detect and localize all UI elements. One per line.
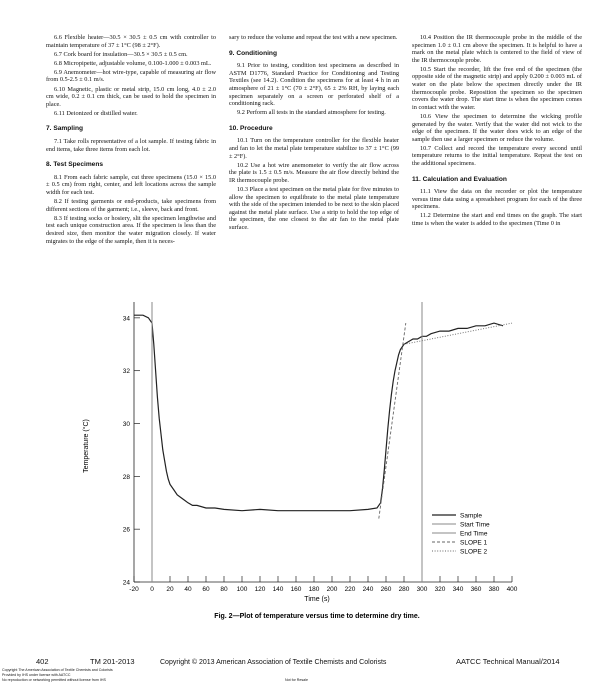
legend-label-start-time: Start Time bbox=[460, 521, 490, 529]
paragraph-8-3-continued: sary to reduce the volume and repeat the test with a new specimen. bbox=[229, 34, 398, 41]
x-tick-label: 260 bbox=[380, 586, 392, 593]
paragraph-10-6: 10.6 View the specimen to determine the wicking profile generated by the water. Verify that the water did not wick to the edge of the specimen. If the water does wick to an edge of the sample then use a larger specimen or reduce the volume. bbox=[412, 112, 582, 143]
heading-test-specimens: 8. Test Specimens bbox=[46, 161, 104, 169]
x-tick-label: 40 bbox=[184, 586, 192, 593]
heading-calculation: 11. Calculation and Evaluation bbox=[412, 175, 507, 183]
paragraph-6-9: 6.9 Anemometer—hot wire-type, capable of measuring air flow from 0.5-2.5 ± 0.1 m/s. bbox=[46, 68, 216, 84]
heading-conditioning: 9. Conditioning bbox=[229, 49, 277, 57]
page-number: 402 bbox=[36, 657, 49, 666]
x-tick-label: 360 bbox=[470, 586, 482, 593]
paragraph-10-1: 10.1 Turn on the temperature controller for the flexible heater and fan to let the metal plate temperature stabilize to 37 ± 1°C (99 ± 2°F). bbox=[229, 137, 399, 160]
x-tick-label: 380 bbox=[488, 586, 500, 593]
paragraph-10-7: 10.7 Collect and record the temperature every second until temperature returns to the initial temperature. Repeat the test on the additional specimens. bbox=[412, 144, 582, 167]
x-tick-label: 100 bbox=[236, 586, 248, 593]
test-method-number: TM 201-2013 bbox=[90, 657, 135, 666]
paragraph-6-11: 6.11 Deionized or distilled water. bbox=[54, 109, 138, 117]
x-tick-label: 240 bbox=[362, 586, 374, 593]
y-tick-label: 26 bbox=[122, 526, 130, 534]
text-column-left bbox=[46, 34, 216, 247]
x-tick-label: 300 bbox=[416, 586, 428, 593]
manual-title: AATCC Technical Manual/2014 bbox=[456, 657, 560, 666]
paragraph-8-1: 8.1 From each fabric sample, cut three specimens (15.0 × 15.0 ± 0.5 cm) from right, center, and left locations across the sample width for each test. bbox=[46, 173, 216, 196]
paragraph-6-10: 6.10 Magnetic, plastic or metal strip, 15.0 cm long, 4.0 ± 2.0 cm wide, 0.2 ± 0.1 cm thick, can be used to hold the specimen in place. bbox=[46, 85, 216, 108]
x-tick-label: 200 bbox=[326, 586, 338, 593]
paragraph-7-1: 7.1 Take rolls representative of a lot sample. If testing fabric in end items, take three items from each lot. bbox=[46, 138, 216, 153]
y-tick-label: 34 bbox=[122, 315, 130, 323]
paragraph-8-2: 8.2 If testing garments or end-products, take specimens from different sections of the garment; i.e., sleeve, back and front. bbox=[46, 198, 216, 213]
paragraph-9-2: 9.2 Perform all tests in the standard atmosphere for testing. bbox=[237, 109, 386, 117]
x-tick-label: 20 bbox=[166, 586, 174, 593]
text-column-middle bbox=[229, 34, 399, 233]
paragraph-6-7: 6.7 Cork board for insulation—30.5 × 30.5 ± 0.5 cm. bbox=[54, 50, 188, 58]
paragraph-6-6: 6.6 Flexible heater—30.5 × 30.5 ± 0.5 cm with controller to maintain temperature of 37 ± 1°C (98 ± 2°F). bbox=[46, 34, 216, 49]
paragraph-10-5: 10.5 Start the recorder, lift the free end of the specimen (the opposite side of the magnetic strip) and apply 0.200 ± 0.003 mL of water on the plate below the specimen directly under the IR thermocouple probe. Reposition the specimen so the specimen covers the water drop. The start time is when the specimen comes in contact with the water. bbox=[412, 65, 582, 111]
paragraph-6-8: 6.8 Micropipette, adjustable volume, 0.100-1.000 ± 0.003 mL. bbox=[54, 59, 212, 67]
license-line-3: No reproduction or networking permitted without license from IHS bbox=[2, 678, 106, 682]
paragraph-9-1: 9.1 Prior to testing, condition test specimens as described in ASTM D1776, Standard Practice for Conditioning and Testing Textiles (see 14.2). Condition the specimens for at least 4 h in an atmosphere of 21 ± 1°C (70 ± 2°F), 65 ± 2% RH, by laying each specimen separately on a screen or perforated shelf of a conditioning rack. bbox=[229, 62, 399, 108]
x-tick-label: 320 bbox=[434, 586, 446, 593]
paragraph-11-2: 11.2 Determine the start and end times on the graph. The start time is when the water is added to the specimen (Time 0 in bbox=[412, 212, 582, 228]
legend-label-slope-2: SLOPE 2 bbox=[460, 548, 488, 556]
chart-plot-area bbox=[134, 302, 512, 582]
heading-sampling: 7. Sampling bbox=[46, 125, 84, 133]
x-tick-label: 0 bbox=[150, 586, 154, 593]
license-line-2: Provided by IHS under license with AATCC bbox=[2, 673, 71, 677]
legend-label-slope-1: SLOPE 1 bbox=[460, 539, 488, 547]
temperature-time-chart bbox=[72, 296, 532, 626]
x-tick-label: 280 bbox=[398, 586, 410, 593]
x-tick-label: -20 bbox=[129, 586, 139, 593]
x-tick-label: 160 bbox=[290, 586, 302, 593]
x-tick-label: 400 bbox=[506, 586, 518, 593]
x-tick-label: 120 bbox=[254, 586, 266, 593]
paragraph-11-1: 11.1 View the data on the recorder or plot the temperature versus time data using a spreadsheet program for each of the three specimens. bbox=[412, 188, 582, 211]
x-tick-label: 80 bbox=[220, 586, 228, 593]
paragraph-10-4: 10.4 Position the IR thermocouple probe in the middle of the specimen 1.0 ± 0.1 cm above the specimen. It is helpful to have a mark on the metal plate which is centered to the field of view of the IR thermocouple probe. bbox=[412, 34, 582, 64]
resale-notice: Not for Resale bbox=[285, 678, 308, 682]
paragraph-10-3: 10.3 Place a test specimen on the metal plate for five minutes to allow the specimen to equilibrate to the metal plate temperature with the side of the specimen intended to be next to the skin placed against the metal plate surface. Use a strip to hold the top edge of the specimen, the one closest to the air fan to the metal plate surface. bbox=[229, 186, 399, 231]
x-tick-label: 140 bbox=[272, 586, 284, 593]
heading-procedure: 10. Procedure bbox=[229, 124, 273, 132]
series-line-sample bbox=[134, 315, 503, 511]
x-tick-label: 340 bbox=[452, 586, 464, 593]
text-column-right bbox=[412, 34, 582, 229]
x-tick-label: 220 bbox=[344, 586, 356, 593]
y-tick-label: 32 bbox=[122, 368, 130, 376]
y-tick-label: 30 bbox=[122, 421, 130, 429]
chart-axes bbox=[123, 302, 518, 593]
x-tick-label: 60 bbox=[202, 586, 210, 593]
figure-temperature-plot bbox=[72, 296, 532, 626]
y-tick-label: 24 bbox=[122, 579, 130, 587]
paragraph-8-3: 8.3 If testing socks or hosiery, slit the specimen lengthwise and test each unique construction area. If the specimen is less than the desired size, then monitor the water migration closely. If water migrates to the edge of the sample, then it is neces- bbox=[46, 214, 216, 245]
license-line-1: Copyright The American Association of Textile Chemists and Colorists bbox=[2, 668, 113, 672]
x-tick-label: 180 bbox=[308, 586, 320, 593]
copyright-notice: Copyright © 2013 American Association of Textile Chemists and Colorists bbox=[160, 659, 387, 666]
legend-label-sample: Sample bbox=[460, 512, 483, 520]
series-line-slope-2 bbox=[404, 323, 512, 344]
figure-caption: Fig. 2—Plot of temperature versus time to determine dry time. bbox=[214, 613, 420, 620]
y-axis-label: Temperature (°C) bbox=[83, 419, 90, 473]
paragraph-10-2: 10.2 Use a hot wire anemometer to verify the air flow across the plate is 1.5 ± 0.5 m/s. Measure the air flow directly behind the IR thermocouple probe. bbox=[229, 161, 399, 184]
x-axis-label: Time (s) bbox=[304, 596, 330, 603]
y-tick-label: 28 bbox=[122, 473, 130, 481]
chart-legend bbox=[432, 512, 490, 555]
legend-label-end-time: End Time bbox=[460, 530, 488, 538]
